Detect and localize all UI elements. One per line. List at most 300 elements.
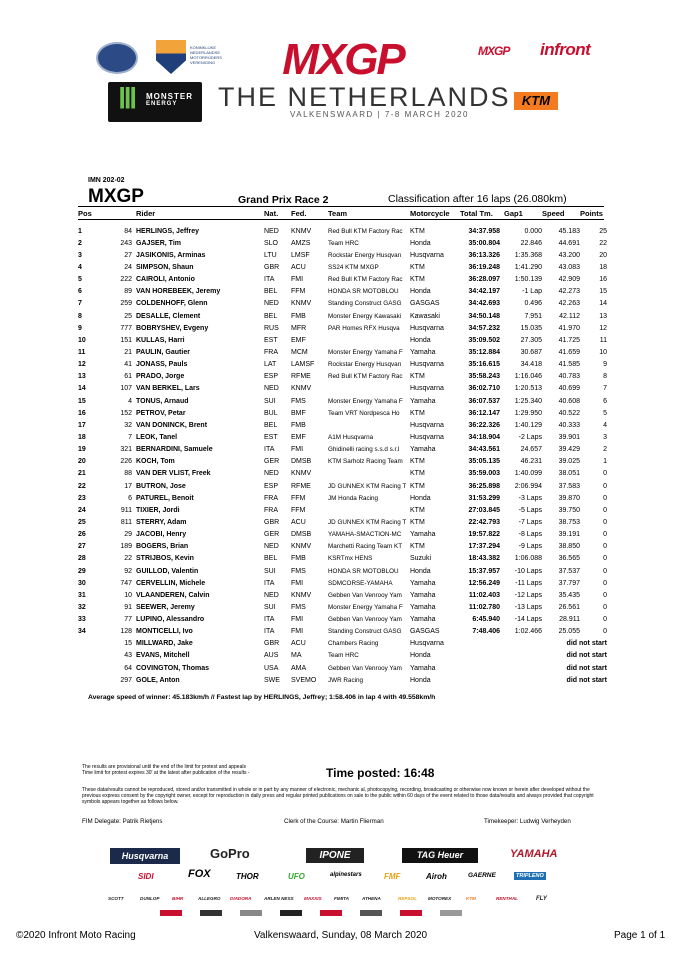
cell-moto: Husqvarna	[410, 640, 444, 648]
cell-team: Standing Construct GASG	[328, 300, 402, 308]
mxgp-logo	[268, 36, 418, 80]
cell-time: 22:42.793	[468, 518, 500, 526]
cell-pts: 0	[603, 543, 607, 551]
sponsor-tripleno: TRIPLENO	[516, 873, 544, 879]
table-row	[78, 468, 607, 480]
clerk-of-course: Clerk of the Course: Martin Flierman	[284, 818, 384, 825]
cell-nat: FRA	[264, 494, 278, 502]
cell-speed: 41.725	[558, 336, 580, 344]
sponsor-row-2	[138, 868, 558, 888]
cell-team: KTM Sarholz Racing Team	[328, 458, 403, 466]
cell-moto: Honda	[410, 239, 431, 247]
monster-energy-text	[146, 92, 193, 107]
cell-team: HONDA SR MOTOBLOU	[328, 288, 399, 296]
cell-fed: FMB	[291, 555, 306, 563]
cell-time: 35:05.135	[468, 458, 500, 466]
cell-speed: 41.585	[558, 361, 580, 369]
cell-pos: 14	[78, 385, 86, 393]
cell-time: 7:48.406	[472, 628, 500, 636]
table-row	[78, 553, 607, 565]
cell-rider: BERNARDINI, Samuele	[136, 446, 213, 454]
cell-rider: EVANS, Mitchell	[136, 652, 190, 660]
cell-pts: 14	[599, 300, 607, 308]
cell-pts: 0	[603, 603, 607, 611]
cell-team: KSRTmx HENS	[328, 555, 373, 563]
sponsor-bihr: BIHR	[172, 896, 184, 901]
cell-pts: 7	[603, 385, 607, 393]
cell-team: PAR Homes RFX Husqva	[328, 324, 400, 332]
cell-rider: PETROV, Petar	[136, 409, 186, 417]
fim-logo	[96, 42, 138, 74]
table-row	[78, 249, 607, 261]
sponsor-logo	[360, 910, 382, 916]
cell-moto: Yamaha	[410, 531, 436, 539]
cell-rider: VLAANDEREN, Calvin	[136, 591, 210, 599]
cell-nat: NED	[264, 591, 279, 599]
table-row	[78, 383, 607, 395]
cell-fed: FFM	[291, 506, 306, 514]
cell-fed: KNMV	[291, 385, 312, 393]
sponsor-scott: SCOTT	[108, 896, 124, 901]
cell-pts: 6	[603, 397, 607, 405]
cell-nat: ESP	[264, 482, 279, 490]
cell-gap: 1:02.466	[514, 628, 542, 636]
cell-num: 61	[124, 373, 132, 381]
sponsor-gaerne: GAERNE	[468, 872, 496, 879]
cell-team: Monster Energy Kawasaki	[328, 312, 402, 320]
cell-pos: 31	[78, 591, 86, 599]
cell-moto: Yamaha	[410, 603, 436, 611]
cell-time: 18:43.382	[468, 555, 500, 563]
cell-pts: 10	[599, 348, 607, 356]
cell-num: 88	[124, 470, 132, 478]
cell-num: 92	[124, 567, 132, 575]
cell-speed: 35.435	[558, 591, 580, 599]
cell-team: Rockstar Energy Husqvarı	[328, 251, 402, 259]
cell-num: 6	[128, 494, 132, 502]
cell-pos: 1	[78, 227, 82, 235]
cell-rider: VAN DER VLIST, Freek	[136, 470, 211, 478]
cell-pos: 10	[78, 336, 86, 344]
timekeeper: Timekeeper: Ludwig Verheyden	[484, 818, 571, 825]
cell-moto: Yamaha	[410, 348, 436, 356]
col-rider: Rider	[136, 208, 156, 218]
sponsor-repsol: REPSOL	[398, 896, 417, 901]
table-row	[78, 261, 607, 273]
cell-pts: 0	[603, 567, 607, 575]
cell-pos: 17	[78, 421, 86, 429]
cell-pts: 4	[603, 421, 607, 429]
cell-	[78, 674, 108, 686]
sponsor-ktm: KTM	[466, 896, 476, 901]
cell-team	[328, 468, 410, 480]
sponsor-row-1	[110, 846, 580, 866]
cell-pts: 20	[599, 251, 607, 259]
table-row	[78, 541, 607, 553]
cell-num: 84	[124, 227, 132, 235]
cell-pos: 32	[78, 603, 86, 611]
cell-pts: 16	[599, 276, 607, 284]
cell-gap: -5 Laps	[518, 506, 542, 514]
cell-pts: 12	[599, 324, 607, 332]
cell-moto: KTM	[410, 227, 425, 235]
cell-fed: KNMV	[291, 591, 312, 599]
cell-time: 34:18.904	[468, 433, 500, 441]
cell-time: 11:02.403	[468, 591, 500, 599]
cell-rider: COVINGTON, Thomas	[136, 664, 209, 672]
cell-team	[328, 383, 410, 395]
cell-time: 27:03.845	[468, 506, 500, 514]
table-row	[78, 371, 607, 383]
cell-time: 34:37.958	[468, 227, 500, 235]
cell-pts: 2	[603, 446, 607, 454]
cell-pos: 15	[78, 397, 86, 405]
cell-nat: USA	[264, 664, 279, 672]
cell-speed: 39.429	[558, 446, 580, 454]
cell-speed: 39.025	[558, 458, 580, 466]
cell-nat: FRA	[264, 348, 278, 356]
cell-time: 35:09.502	[468, 336, 500, 344]
cell-pos: 33	[78, 616, 86, 624]
col-nat: Nat.	[264, 208, 279, 218]
cell-team: HONDA SR MOTOBLOU	[328, 567, 399, 575]
cell-pos: 23	[78, 494, 86, 502]
cell-gap: 1:25.340	[514, 397, 542, 405]
cell-moto: Honda	[410, 336, 431, 344]
cell-team: SS24 KTM MXGP	[328, 263, 379, 271]
cell-speed: 37.797	[558, 579, 580, 587]
cell-nat: SWE	[264, 676, 280, 684]
cell-num: 17	[124, 482, 132, 490]
table-row	[78, 334, 607, 346]
cell-num: 89	[124, 288, 132, 296]
cell-pos: 21	[78, 470, 86, 478]
cell-rider: COLDENHOFF, Glenn	[136, 300, 208, 308]
cell-time: 35:00.804	[468, 239, 500, 247]
cell-pos: 13	[78, 373, 86, 381]
cell-gap: -13 Laps	[514, 603, 542, 611]
sponsor-logo	[320, 910, 342, 916]
cell-status: did not start	[566, 676, 607, 684]
cell-team: Standing Construct GASG	[328, 628, 402, 636]
sponsor-tagheuer: TAG Heuer	[402, 848, 478, 863]
cell-gap: 7.951	[524, 312, 542, 320]
table-row	[78, 516, 607, 528]
cell-num: 15	[124, 640, 132, 648]
cell-num: 21	[124, 348, 132, 356]
cell-team	[328, 419, 410, 431]
cell-moto: KTM	[410, 518, 425, 526]
cell-speed: 42.909	[558, 276, 580, 284]
cell-speed: 37.537	[558, 567, 580, 575]
cell-rider: BUTRON, Jose	[136, 482, 186, 490]
cell-time: 15:37.957	[468, 567, 500, 575]
cell-rider: GOLE, Anton	[136, 676, 180, 684]
cell-fed: ACU	[291, 518, 306, 526]
cell-moto: Suzuki	[410, 555, 432, 563]
monster-line1: MONSTER	[146, 92, 193, 101]
cell-gap: 1:20.513	[514, 385, 542, 393]
cell-speed: 40.333	[558, 421, 580, 429]
table-row	[78, 601, 607, 613]
cell-nat: GBR	[264, 263, 280, 271]
cell-time: 35:59.003	[468, 470, 500, 478]
cell-time: 34:42.693	[468, 300, 500, 308]
table-row	[78, 529, 607, 541]
cell-gap: 1:50.139	[514, 276, 542, 284]
cell-pts: 0	[603, 531, 607, 539]
cell-moto: Yamaha	[410, 664, 436, 672]
cell-num: 777	[120, 324, 132, 332]
cell-team: Team HRC	[328, 652, 359, 660]
cell-num: 226	[120, 458, 132, 466]
cell-num: 4	[128, 397, 132, 405]
cell-nat: BUL	[264, 409, 278, 417]
cell-time: 35:12.884	[468, 348, 500, 356]
cell-nat: ITA	[264, 579, 275, 587]
cell-fed: RFME	[291, 373, 311, 381]
cell-moto: GASGAS	[410, 300, 440, 308]
cell-team: Red Bull KTM Factory Rac	[328, 373, 403, 381]
cell-pts: 18	[599, 263, 607, 271]
table-row	[78, 504, 607, 516]
cell-fed: FMI	[291, 446, 304, 454]
knmv-line: KONINKLIJKE	[190, 45, 217, 50]
cell-rider: SIMPSON, Shaun	[136, 263, 194, 271]
cell-nat: NED	[264, 470, 279, 478]
cell-rider: JONASS, Pauls	[136, 361, 188, 369]
cell-gap: 15.035	[520, 324, 542, 332]
cell-fed: KNMV	[291, 470, 312, 478]
cell-moto: Husqvarna	[410, 421, 444, 429]
cell-rider: MONTICELLI, Ivo	[136, 628, 193, 636]
cell-team: Red Bull KTM Factory Rac	[328, 227, 403, 235]
event-title: THE NETHERLANDS	[218, 82, 511, 112]
sponsor-logo	[440, 910, 462, 916]
cell-nat: ITA	[264, 616, 275, 624]
cell-rider: BOGERS, Brian	[136, 543, 189, 551]
cell-speed: 43.083	[558, 263, 580, 271]
cell-pos: 28	[78, 555, 86, 563]
cell-speed: 36.565	[558, 555, 580, 563]
cell-num: 27	[124, 251, 132, 259]
cell-fed: FMI	[291, 616, 304, 624]
cell-pts: 0	[603, 591, 607, 599]
cell-pos: 4	[78, 263, 82, 271]
cell-num: 189	[120, 543, 132, 551]
sponsor-fox: FOX	[188, 868, 211, 880]
cell-fed: DMSB	[291, 458, 312, 466]
sponsor-dunlop: DUNLOP	[140, 896, 160, 901]
cell-team: Chambers Racing	[328, 640, 379, 648]
cell-fed: EMF	[291, 433, 306, 441]
cell-time: 36:07.537	[468, 397, 500, 405]
table-row	[78, 565, 607, 577]
cell-rider: CAIROLI, Antonio	[136, 276, 195, 284]
cell-rider: VAN DONINCK, Brent	[136, 421, 208, 429]
cell-pts: 0	[603, 518, 607, 526]
cell-fed: FMI	[291, 628, 304, 636]
cell-nat: EST	[264, 433, 278, 441]
col-moto: Motorcycle	[410, 208, 450, 218]
cell-fed: FMS	[291, 603, 306, 611]
table-row	[78, 431, 607, 443]
sponsor-ipone: IPONE	[306, 848, 364, 863]
race-name: Grand Prix Race 2	[238, 194, 329, 206]
cell-team: Ghidinelli racing s.s.d s.r.l	[328, 446, 400, 454]
cell-speed: 25.055	[558, 628, 580, 636]
cell-team: Monster Energy Yamaha F	[328, 397, 403, 405]
cell-speed: 26.561	[558, 603, 580, 611]
cell-team: JWR Racing	[328, 676, 363, 684]
mxgp-small-logo: MXGP	[478, 44, 510, 58]
cell-fed: ACU	[291, 263, 306, 271]
cell-speed: 38.051	[558, 470, 580, 478]
cell-rider: JACOBI, Henry	[136, 531, 187, 539]
cell-speed: 42.112	[559, 312, 580, 320]
cell-pts: 0	[603, 470, 607, 478]
cell-fed: SVEMO	[291, 676, 317, 684]
cell-num: 911	[120, 506, 132, 514]
cell-nat: SUI	[264, 397, 276, 405]
footer-copyright: ©2020 Infront Moto Racing	[16, 930, 136, 941]
cell-team: Team VRT Nordpesca Ho	[328, 409, 400, 417]
cell-time: 36:02.710	[468, 385, 500, 393]
sponsor-logo	[400, 910, 422, 916]
cell-nat: BEL	[264, 421, 278, 429]
cell-	[78, 650, 108, 662]
cell-rider: CERVELLIN, Michele	[136, 579, 206, 587]
cell-rider: PAULIN, Gautier	[136, 348, 190, 356]
col-time: Total Tm.	[460, 208, 493, 218]
cell-nat: GBR	[264, 640, 280, 648]
cell-pos: 26	[78, 531, 86, 539]
cell-speed: 40.783	[558, 373, 580, 381]
cell-rider: LEOK, Tanel	[136, 433, 178, 441]
cell-moto: Yamaha	[410, 579, 436, 587]
table-row	[78, 310, 607, 322]
cell-pos: 7	[78, 300, 82, 308]
cell-gap: 1:06.088	[514, 555, 542, 563]
cell-gap: 34.418	[520, 361, 542, 369]
cell-fed: MA	[291, 652, 302, 660]
cell-num: 77	[124, 616, 132, 624]
cell-gap: 1:16.046	[514, 373, 542, 381]
col-team: Team	[328, 208, 348, 218]
cell-moto: Honda	[410, 567, 431, 575]
table-row	[78, 492, 607, 504]
cell-gap: 30.687	[520, 348, 542, 356]
cell-rider: GUILLOD, Valentin	[136, 567, 199, 575]
table-row	[78, 346, 607, 358]
cell-moto: Husqvarna	[410, 251, 444, 259]
cell-pts: 9	[603, 361, 607, 369]
cell-team: Rockstar Energy Husqvarı	[328, 361, 402, 369]
monster-line2: ENERGY	[146, 101, 178, 107]
cell-nat: GER	[264, 531, 280, 539]
cell-moto: KTM	[410, 543, 425, 551]
cell-pts: 0	[603, 494, 607, 502]
cell-nat: ITA	[264, 446, 275, 454]
sponsor-alpinestars: alpinestars	[330, 872, 362, 878]
sponsor-ufo: UFO	[288, 872, 305, 881]
table-row	[78, 589, 607, 601]
col-pos: Pos	[78, 208, 92, 218]
cell-time: 19:57.822	[468, 531, 500, 539]
cell-gap: 24.657	[520, 446, 542, 454]
col-fed: Fed.	[291, 208, 307, 218]
cell-pos: 6	[78, 288, 82, 296]
cell-team: Monster Energy Yamaha F	[328, 348, 403, 356]
cell-pts: 8	[603, 373, 607, 381]
cell-pos: 19	[78, 446, 86, 454]
table-row	[78, 237, 607, 249]
cell-fed: FMI	[291, 579, 304, 587]
cell-speed: 41.970	[558, 324, 580, 332]
results-body	[78, 219, 607, 686]
cell-num: 321	[120, 446, 132, 454]
cell-speed: 37.583	[558, 482, 580, 490]
cell-rider: SEEWER, Jeremy	[136, 603, 195, 611]
cell-pos: 3	[78, 251, 82, 259]
cell-nat: NED	[264, 543, 279, 551]
cell-fed: ACU	[291, 640, 306, 648]
cell-nat: FRA	[264, 506, 278, 514]
knmv-shield-icon	[156, 40, 186, 74]
sponsor-fly: FLY	[536, 896, 547, 902]
cell-num: 7	[128, 433, 132, 441]
cell-rider: BOBRYSHEV, Evgeny	[136, 324, 209, 332]
cell-moto: Honda	[410, 288, 431, 296]
cell-gap: -9 Laps	[518, 543, 542, 551]
cell-fed: DMSB	[291, 531, 312, 539]
cell-nat: NED	[264, 300, 279, 308]
cell-pts: 13	[599, 312, 607, 320]
cell-pos: 11	[78, 348, 86, 356]
cell-time: 12:56.249	[468, 579, 500, 587]
cell-team: Monster Energy Yamaha F	[328, 603, 403, 611]
cell-nat: LTU	[264, 251, 277, 259]
cell-pts: 0	[603, 616, 607, 624]
cell-rider: KOCH, Tom	[136, 458, 175, 466]
cell-status: did not start	[566, 640, 607, 648]
cell-moto: Honda	[410, 494, 431, 502]
sponsor-logo	[280, 910, 302, 916]
cell-pts: 0	[603, 579, 607, 587]
cell-nat: BEL	[264, 312, 278, 320]
cell-moto: Kawasaki	[410, 312, 440, 320]
cell-fed: KNMV	[291, 227, 312, 235]
cell-num: 41	[124, 361, 132, 369]
table-header-row	[78, 207, 607, 219]
cell-pos: 16	[78, 409, 86, 417]
cell-nat: NED	[264, 227, 279, 235]
col-speed: Speed	[542, 208, 565, 218]
cell-pos: 22	[78, 482, 86, 490]
cell-nat: SLO	[264, 239, 279, 247]
monster-claw-icon: Ⅲ	[118, 83, 138, 114]
ktm-logo: KTM	[514, 92, 558, 110]
cell-gap: 2:06.994	[514, 482, 542, 490]
sponsor-logo	[160, 910, 182, 916]
cell-rider: STERRY, Adam	[136, 518, 187, 526]
cell-fed: FFM	[291, 288, 306, 296]
cell-pos: 5	[78, 276, 82, 284]
table-row	[78, 274, 607, 286]
cell-time: 35:16.615	[468, 361, 500, 369]
cell-nat: GBR	[264, 518, 280, 526]
cell-pts: 15	[599, 288, 607, 296]
